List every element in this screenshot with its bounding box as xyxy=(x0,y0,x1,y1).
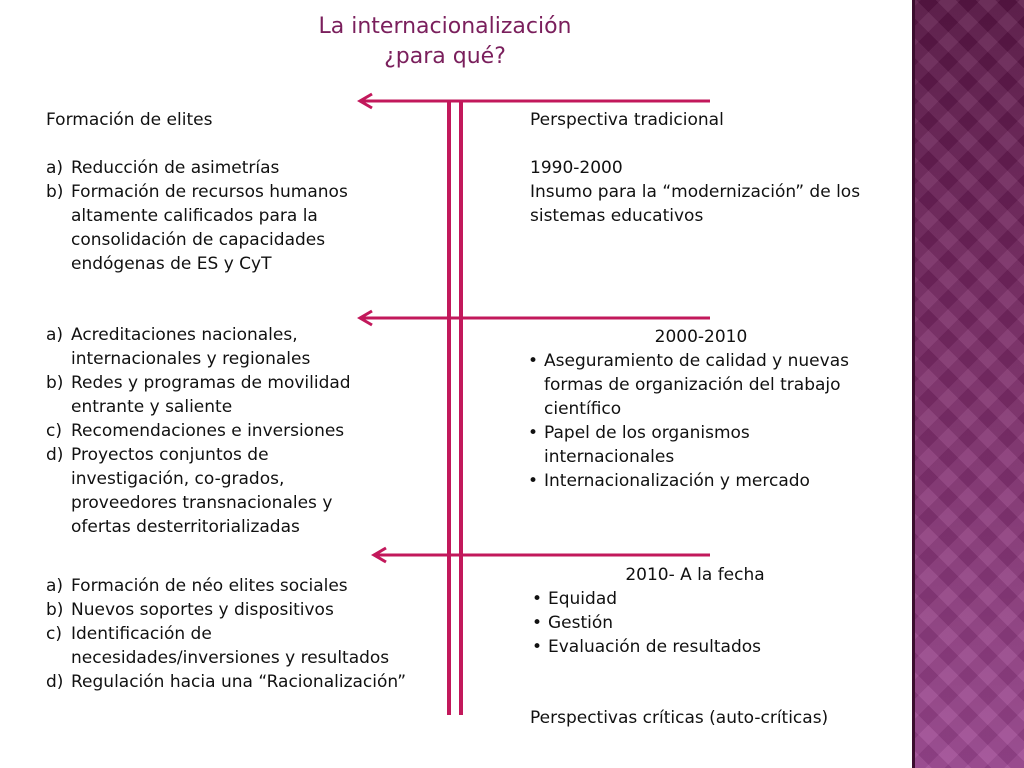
right-block-2 xyxy=(526,325,876,493)
list-item: • Papel de los organismos internacionales xyxy=(526,421,876,469)
list-item: • Internacionalización y mercado xyxy=(526,469,876,493)
list-item: d) Proyectos conjuntos de investigación, co-grados, proveedores transnacionales y ofertas desterritorializadas xyxy=(46,445,333,537)
list-item: c) Recomendaciones e inversiones xyxy=(46,421,345,441)
left-block-2 xyxy=(46,323,386,539)
left-block-3-list xyxy=(46,574,416,694)
list-item: a) Formación de néo elites sociales xyxy=(46,576,348,596)
left-block-1 xyxy=(46,108,376,276)
right-footer xyxy=(530,706,890,730)
right-block-1 xyxy=(530,108,890,228)
right-block-1-description: Insumo para la “modernización” de los sistemas educativos xyxy=(530,182,861,226)
left-block-1-heading: Formación de elites xyxy=(46,110,213,130)
list-item: d) Regulación hacia una “Racionalización” xyxy=(46,672,407,692)
list-item: a) Reducción de asimetrías xyxy=(46,158,280,178)
decorative-side-band xyxy=(912,0,1024,768)
list-item: b) Redes y programas de movilidad entrante y saliente xyxy=(46,373,351,417)
list-item: b) Formación de recursos humanos altamente calificados para la consolidación de capacidades endógenas de ES y CyT xyxy=(46,182,348,274)
right-block-1-period: 1990-2000 xyxy=(530,158,623,178)
list-item: • Aseguramiento de calidad y nuevas formas de organización del trabajo científico xyxy=(526,349,876,421)
right-block-3-period: 2010- A la fecha xyxy=(625,565,765,585)
list-item: • Gestión xyxy=(530,611,860,635)
list-item: c) Identificación de necesidades/inversiones y resultados xyxy=(46,624,390,668)
right-block-3-bullets xyxy=(530,587,860,659)
left-block-1-list xyxy=(46,156,376,276)
perspectivas-criticas-label: Perspectivas críticas (auto-críticas) xyxy=(530,708,829,728)
right-block-1-heading: Perspectiva tradicional xyxy=(530,110,724,130)
right-block-2-bullets xyxy=(526,349,876,493)
left-block-2-list xyxy=(46,323,386,539)
list-item: • Evaluación de resultados xyxy=(530,635,860,659)
right-block-2-period: 2000-2010 xyxy=(654,327,748,347)
list-item: a) Acreditaciones nacionales, internacionales y regionales xyxy=(46,325,311,369)
title-line-1: La internacionalización xyxy=(318,14,572,39)
list-item: • Equidad xyxy=(530,587,860,611)
list-item: b) Nuevos soportes y dispositivos xyxy=(46,600,334,620)
right-block-3 xyxy=(530,563,860,659)
left-block-3 xyxy=(46,574,416,694)
title-line-2: ¿para qué? xyxy=(384,44,506,69)
